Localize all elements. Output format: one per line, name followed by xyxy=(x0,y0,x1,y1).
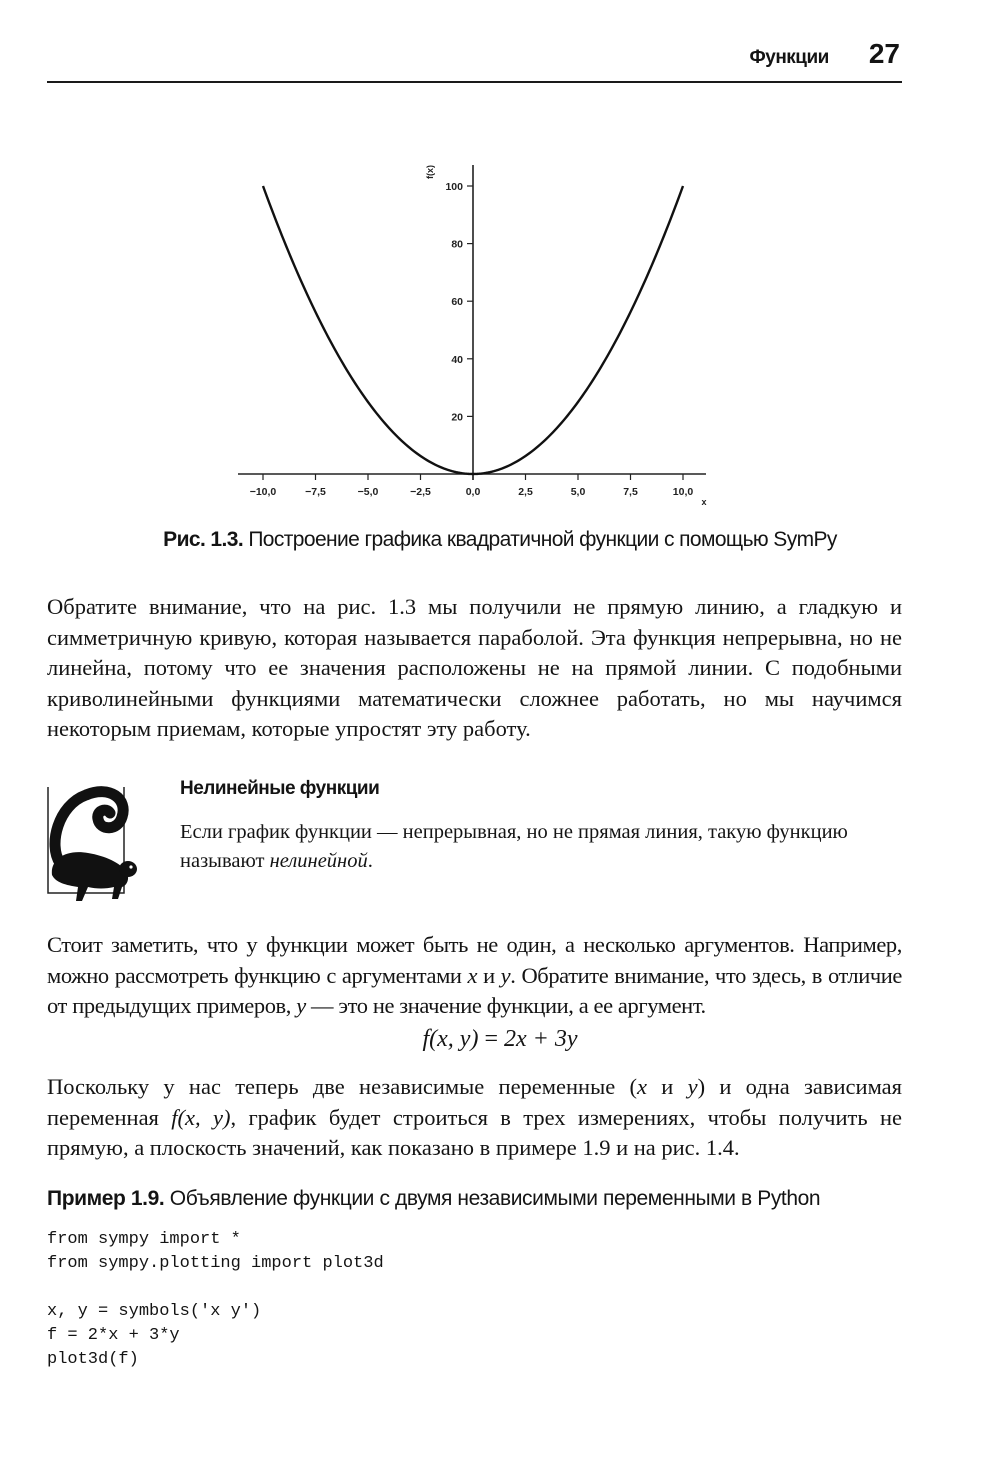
note-text xyxy=(180,818,902,876)
variable-y: y xyxy=(687,1074,698,1099)
conjunction: и xyxy=(646,1074,688,1099)
equation-lhs: f(x, y) xyxy=(422,1026,479,1052)
y-axis-label: f(x) xyxy=(425,165,435,179)
equation xyxy=(0,1026,1000,1053)
variable-x: x xyxy=(467,962,478,988)
page-number: 27 xyxy=(868,38,900,69)
code-line: from sympy import * xyxy=(47,1230,241,1249)
code-listing xyxy=(47,1228,384,1372)
running-header xyxy=(750,38,900,70)
x-tick-label: 0,0 xyxy=(465,486,481,498)
code-line: plot3d(f) xyxy=(47,1350,139,1369)
figure-caption xyxy=(0,528,1000,552)
body-paragraph-2 xyxy=(47,930,902,1022)
figure-caption-label: Рис. 1.3. xyxy=(163,528,244,551)
y-axis xyxy=(425,165,473,480)
section-title: Функции xyxy=(749,47,829,68)
paragraph2-text: . Обратите внимание, что здесь, в отличие от предыдущих примеров, xyxy=(47,962,903,1018)
equation-equals: = xyxy=(478,1026,504,1052)
paragraph3-text: ) и одна зависимая переменная xyxy=(47,1074,902,1130)
note-title: Нелинейные функции xyxy=(180,778,380,799)
x-axis-label: x xyxy=(701,497,707,507)
code-line: x, y = symbols('x y') xyxy=(47,1302,262,1321)
code-line: f = 2*x + 3*y xyxy=(47,1326,180,1345)
x-tick-label: −10,0 xyxy=(249,486,277,498)
x-tick-label: −2,5 xyxy=(410,486,431,498)
lemur-icon xyxy=(30,765,140,915)
variable-y: y xyxy=(500,962,511,988)
example-label: Пример 1.9. xyxy=(47,1187,165,1210)
parabola-chart xyxy=(0,150,1000,522)
y-tick-label: 80 xyxy=(451,238,463,251)
y-tick-label: 100 xyxy=(445,181,463,193)
figure-caption-text: Построение графика квадратичной функции с помощью SymPy xyxy=(243,528,837,551)
paragraph2-text: — это не значение функции, а ее аргумент. xyxy=(305,993,706,1018)
paragraph2-text: Стоит заметить, что у функции может быть не один, а несколько аргументов. Например, можно рассмотреть функцию с аргументами xyxy=(47,932,902,988)
x-tick-label: 2,5 xyxy=(518,486,533,498)
body-paragraph-1: Обратите внимание, что на рис. 1.3 мы получили не прямую линию, а гладкую и симметричную кривую, которая называется параболой. Эта функция непрерывна, но не линейна, потому что ее значения расположены не на прямой линии. С подобными криволинейными функциями математически сложнее работать, но мы научимся некоторым приемам, которые упростят эту работу. xyxy=(47,594,902,741)
note-term: нелинейной xyxy=(269,850,368,872)
function-notation: f(x, y) xyxy=(171,1104,231,1130)
conjunction: и xyxy=(477,962,501,988)
variable-y: y xyxy=(296,993,306,1018)
code-line xyxy=(47,1276,384,1300)
y-tick-label: 20 xyxy=(451,411,463,424)
y-tick-label: 60 xyxy=(451,296,463,309)
x-tick-label: 10,0 xyxy=(672,486,694,498)
x-tick-label: 5,0 xyxy=(570,486,586,498)
example-heading xyxy=(47,1187,820,1211)
body-paragraph-3 xyxy=(47,1072,902,1164)
code-line: from sympy.plotting import plot3d xyxy=(47,1254,384,1273)
x-tick-label: −7,5 xyxy=(305,486,326,498)
example-title: Объявление функции с двумя независимыми переменными в Python xyxy=(164,1187,821,1210)
x-tick-label: 7,5 xyxy=(623,486,638,498)
paragraph3-text: , график будет строиться в трех измерениях, чтобы получить не прямую, а плоскость значений, как показано в примере 1.9 и на рис. 1.4. xyxy=(47,1104,902,1160)
note-text-main: Если график функции — непрерывная, но не прямая линия, такую функцию называют xyxy=(180,821,848,872)
variable-x: x xyxy=(636,1074,647,1099)
equation-rhs: 2x + 3y xyxy=(504,1026,578,1052)
x-tick-label: −5,0 xyxy=(357,486,379,498)
header-divider xyxy=(47,81,902,83)
note-text-end: . xyxy=(367,850,373,872)
paragraph3-text: Поскольку у нас теперь две независимые переменные ( xyxy=(47,1074,637,1099)
y-tick-label: 40 xyxy=(451,353,463,366)
